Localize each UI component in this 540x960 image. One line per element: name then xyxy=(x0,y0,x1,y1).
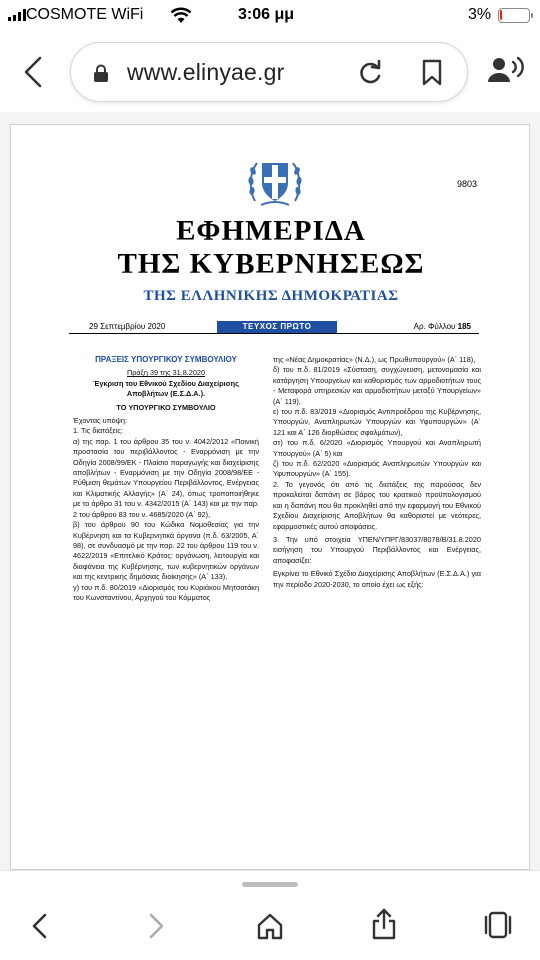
bottom-toolbar xyxy=(0,870,540,960)
paragraph: στ) του π.δ. 6/2020 «Διορισμός Υπουργού και Αναπληρωτή Υπουργού» (Α΄ 5) και xyxy=(273,438,481,458)
url-text[interactable]: www.elinyae.gr xyxy=(127,59,285,85)
signal-icon xyxy=(8,9,26,21)
bookmark-icon[interactable] xyxy=(421,59,443,87)
issue-date: 29 Σεπτεμβρίου 2020 xyxy=(89,322,166,331)
lock-icon xyxy=(93,64,109,83)
address-bar[interactable] xyxy=(70,42,468,102)
greek-coat-of-arms-icon xyxy=(247,155,303,209)
paragraph: α) της παρ. 1 του άρθρου 35 του ν. 4042/2012 «Ποινική προστασία του περιβάλλοντος - Εναρμόνιση με την Οδηγία 2008/99/ΕΚ - Πλαίσιο παραγωγής και διαχείρισης αποβλήτων - Εναρμόνιση με την Οδηγία 2008/98/ΕΕ - Ρύθμιση θεμάτων Υπουργείου Περιβάλλοντος, Ενέργειας και Κλιματικής Αλλαγής» (Α΄ 24), όπως τροποποιήθηκε με το άρθρο 31 του ν. 4342/2015 (Α΄ 143) και με την παρ. 2 του άρθρου 83 του ν. 4685/2020 (Α΄ 92), xyxy=(73,436,259,519)
battery-percent: 3% xyxy=(468,6,492,23)
paragraph: γ) του π.δ. 80/2019 «Διορισμός του Κυριάκου Μητσοτάκη του Κωνσταντίνου, Αρχηγού του Κόμματος xyxy=(73,582,259,602)
paragraph: της «Νέας Δημοκρατίας» (Ν.Δ.), ως Πρωθυπουργού» (Α΄ 118), xyxy=(273,355,476,364)
gazette-page xyxy=(10,124,530,870)
gazette-title: ΕΦΗΜΕΡΙΔΑ xyxy=(176,215,366,247)
status-bar xyxy=(0,0,540,32)
paragraph: ζ) του π.δ. 62/2020 «Διορισμός Αναπληρωτών Υπουργών και Υφυπουργών» (Α΄ 155). xyxy=(273,459,481,479)
carrier-name: COSMOTE WiFi xyxy=(26,6,144,23)
section-heading: ΠΡΑΞΕΙΣ ΥΠΟΥΡΓΙΚΟΥ ΣΥΜΒΟΥΛΙΟΥ xyxy=(95,355,237,364)
reload-icon[interactable] xyxy=(357,59,383,87)
drag-handle[interactable] xyxy=(242,882,298,887)
paragraph: ε) του π.δ. 83/2019 «Διορισμός Αντιπροέδρου της Κυβέρνησης, Υπουργών, Αναπληρωτών Υπουργών και Υφυπουργών» (Α΄ 121 και Α΄ 126 διορθώσεις σφαλμάτων), xyxy=(273,407,481,437)
paragraph: δ) του π.δ. 81/2019 «Σύσταση, συγχώνευση, μετονομασία και κατάργηση Υπουργείων και καθορισμός των αρμοδιοτήτων τους - Μεταφορά υπηρεσιών και αρμοδιοτήτων μεταξύ Υπουργείων» (Α΄ 119), xyxy=(273,365,481,406)
paragraph: 3. Την υπό στοιχεία ΥΠΕΝ/ΥΠΡΓ/83037/8078/Β/31.8.2020 εισήγηση του Υπουργού Περιβάλλοντος και Ενέργειας, αποφασίζει: xyxy=(273,534,481,565)
gazette-title-line2: ΤΗΣ ΚΥΒΕΡΝΗΣΕΩΣ xyxy=(117,248,425,280)
back-icon[interactable] xyxy=(18,54,48,90)
back-icon[interactable] xyxy=(28,911,52,941)
paragraph: Εγκρίνει το Εθνικό Σχέδιο Διαχείρισης Αποβλήτων (Ε.Σ.Δ.Α.) για την περίοδο 2020-2030, το οποίο έχει ως εξής: xyxy=(273,569,481,589)
tabs-icon[interactable] xyxy=(484,909,514,941)
share-icon[interactable] xyxy=(370,907,398,941)
clock: 3:06 μμ xyxy=(238,6,295,23)
reader-mode-icon[interactable] xyxy=(488,56,524,84)
page-number: 9803 xyxy=(457,179,478,189)
paragraph: 2. Το γεγονός ότι από τις διατάξεις της παρούσας δεν προκαλείται δαπάνη σε βάρος του κρατικού προϋπολογισμού και η δαπάνη που θα προκληθεί από την εφαρμογή του Εθνικού Σχεδίου Διαχείρισης Αποβλήτων θα καθοριστεί με νεότερες, εφαρμοστικές αυτού αποφάσεις. xyxy=(273,479,481,531)
home-icon[interactable] xyxy=(256,911,284,941)
gazette-subtitle: ΤΗΣ ΕΛΛΗΝΙΚΗΣ ΔΗΜΟΚΡΑΤΙΑΣ xyxy=(143,288,399,304)
sheet-number: Αρ. Φύλλου 185 xyxy=(413,322,471,331)
paragraph: 1. Τις διατάξεις: xyxy=(73,426,123,436)
council-heading: ΤΟ ΥΠΟΥΡΓΙΚΟ ΣΥΜΒΟΥΛΙΟ xyxy=(116,402,216,412)
act-title: Έγκριση του Εθνικού Σχεδίου Διαχείρισης Αποβλήτων (Ε.Σ.Δ.Α.). xyxy=(93,378,239,399)
browser-toolbar xyxy=(0,32,540,112)
issue-type: ΤΕΥΧΟΣ ΠΡΩΤΟ xyxy=(217,321,337,333)
text-column-right xyxy=(273,355,481,590)
web-content[interactable] xyxy=(0,112,540,870)
wifi-icon xyxy=(170,6,192,24)
forward-icon[interactable] xyxy=(144,911,168,941)
issue-bar xyxy=(69,321,479,334)
paragraph: Έχοντας υπόψη: xyxy=(73,416,127,426)
battery-level xyxy=(500,10,502,20)
paragraph: β) του άρθρου 90 του Κώδικα Νομοθεσίας για την Κυβέρνηση και τα Κυβερνητικά όργανα (π.δ. 63/2005, Α΄ 98), σε συνδυασμό με την παρ. 22 του άρθρου 119 του ν. 4622/2019 «Επιτελικό Κράτος: οργάνωση, λειτουργία και διαφάνεια της Κυβέρνησης, των κυβερνητικών οργάνων και της κεντρικής δημόσιας διοίκησης» (Α΄ 133), xyxy=(73,520,259,582)
battery-icon xyxy=(498,8,530,23)
text-column-left xyxy=(73,355,259,603)
act-number: Πράξη 39 της 31.8.2020 xyxy=(126,368,206,378)
